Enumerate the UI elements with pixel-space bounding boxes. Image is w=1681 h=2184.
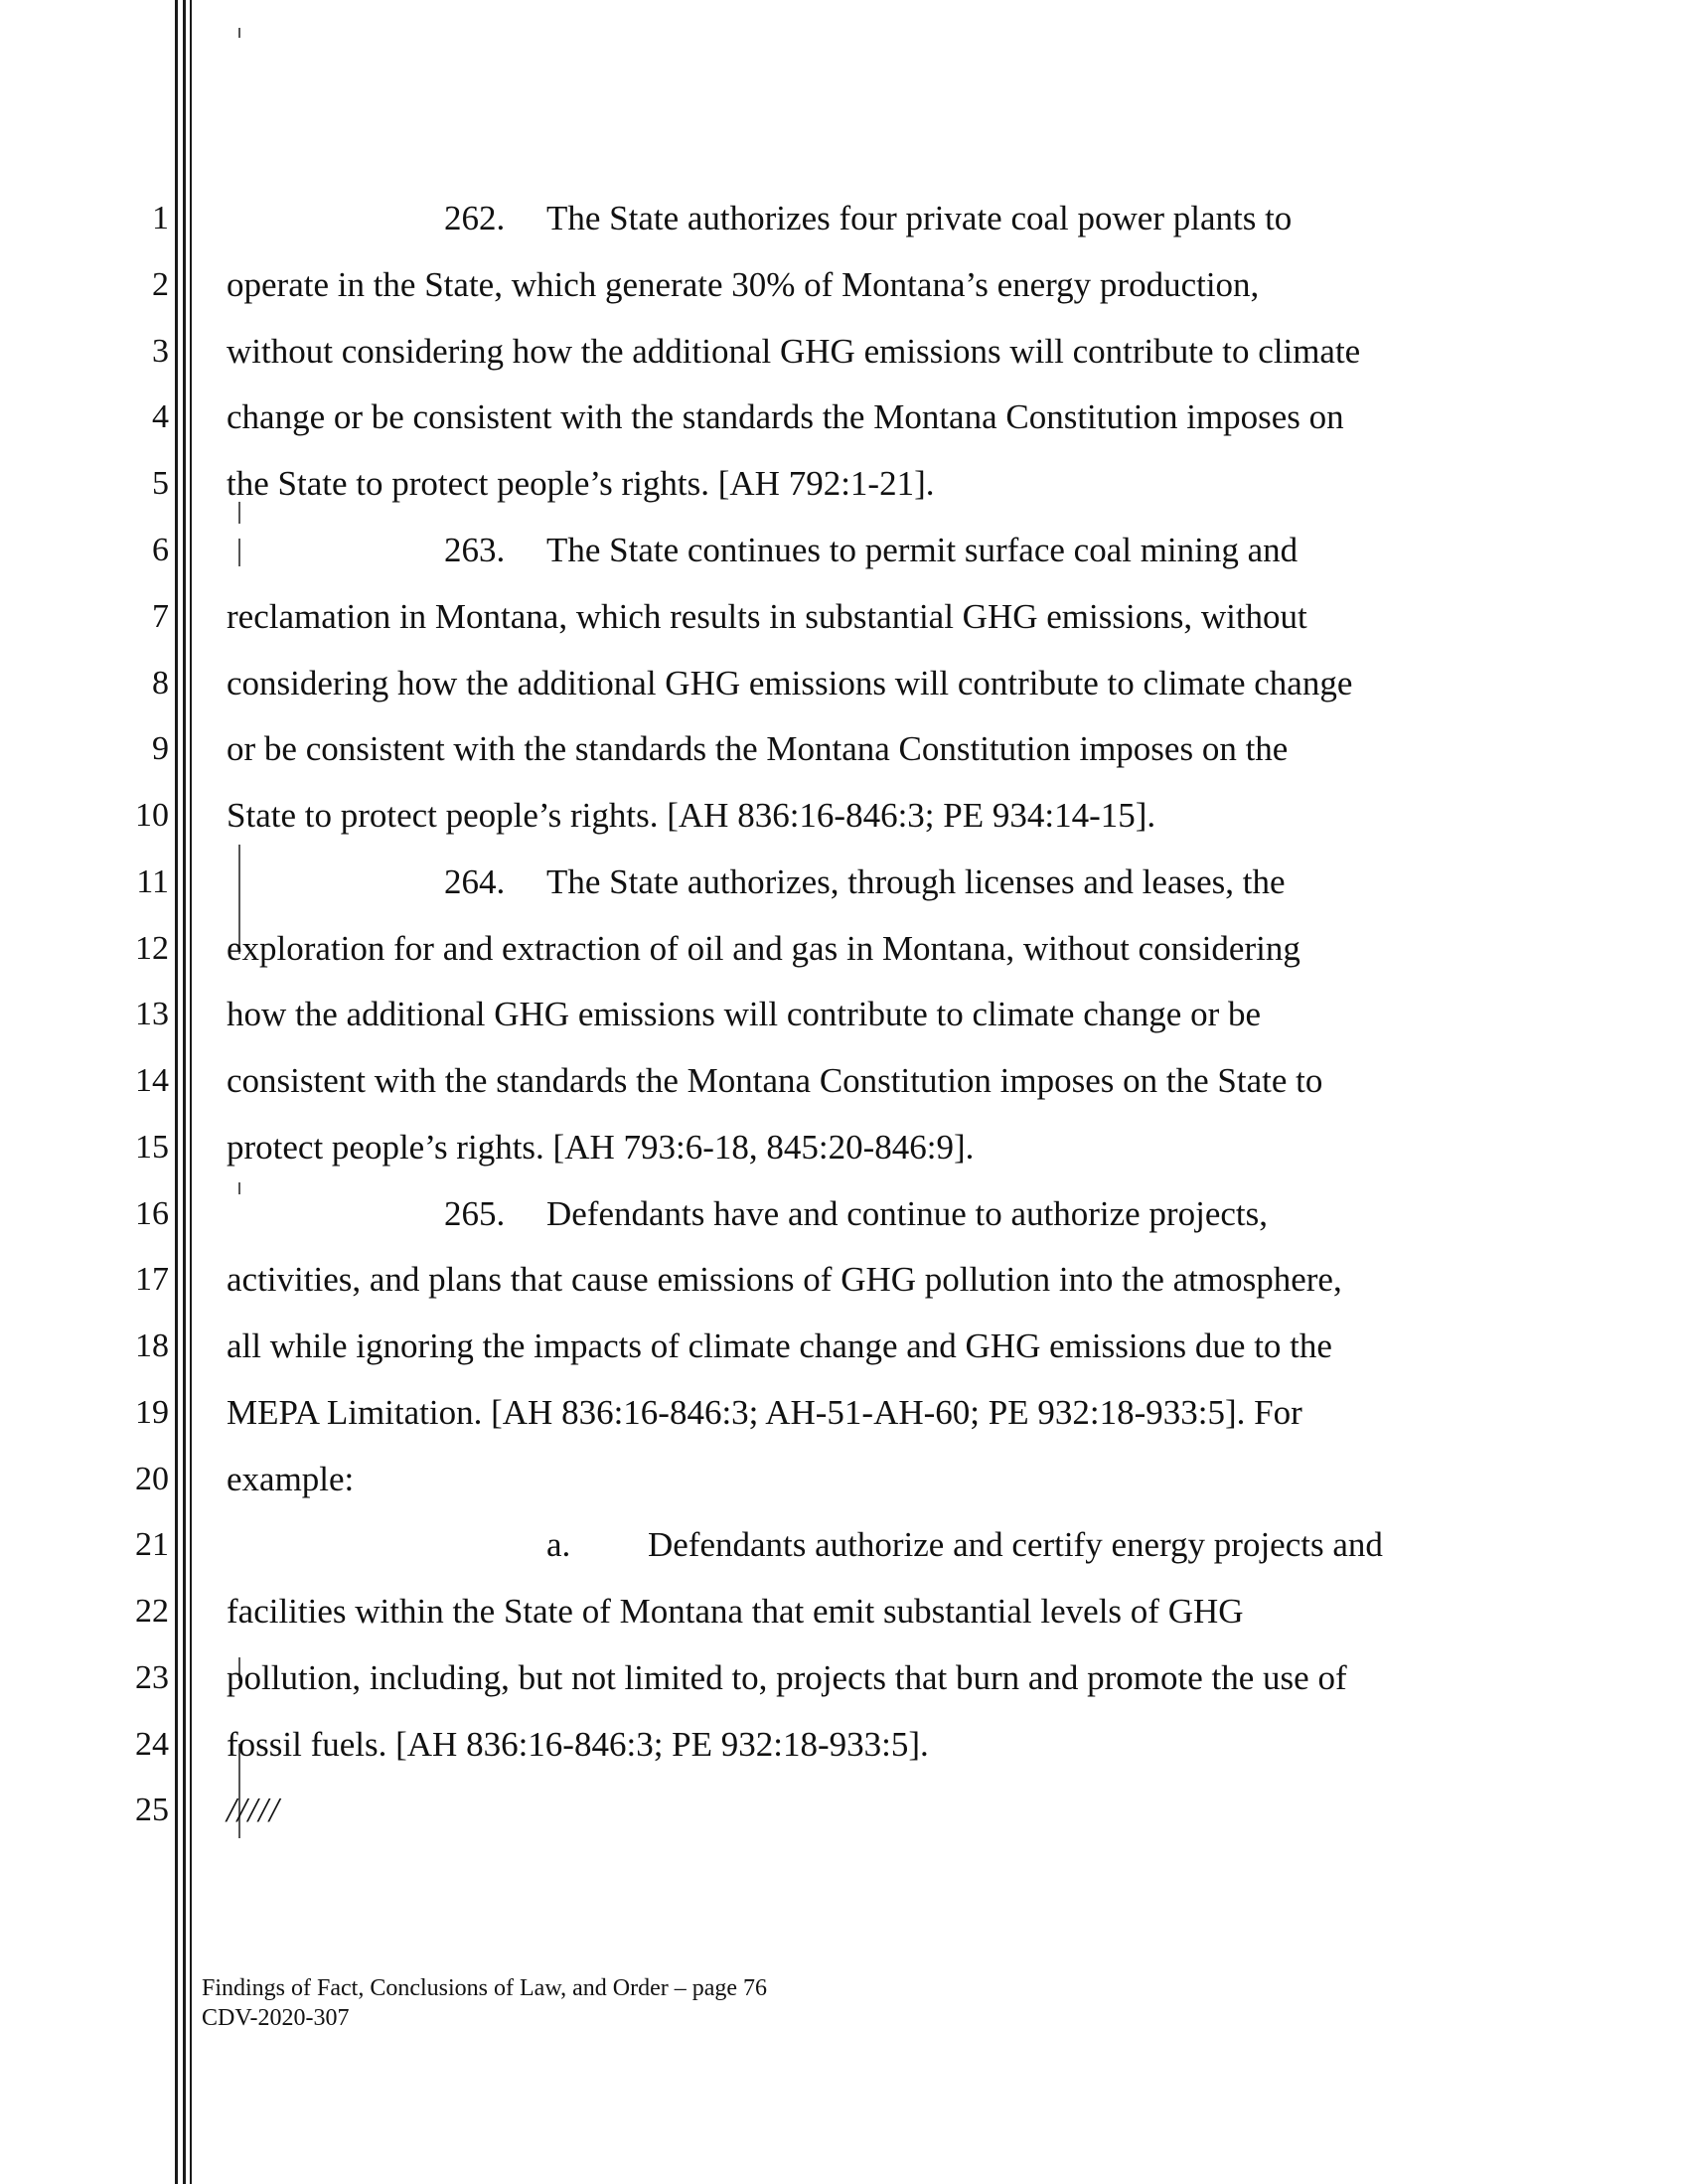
footer-title: Findings of Fact, Conclusions of Law, and Order – page 76	[202, 1975, 768, 2001]
paragraph-line: MEPA Limitation. [AH 836:16-846:3; AH-51-AH-60; PE 932:18-933:5]. For	[227, 1393, 1302, 1432]
scan-speck	[238, 539, 240, 566]
line-number: 24	[135, 1726, 169, 1763]
subparagraph-letter: a.	[546, 1525, 571, 1564]
paragraph-line: facilities within the State of Montana that emit substantial levels of GHG	[227, 1592, 1244, 1631]
continuation-mark: /////	[227, 1791, 280, 1829]
paragraph-line: activities, and plans that cause emissions of GHG pollution into the atmosphere,	[227, 1260, 1342, 1299]
line-number: 5	[152, 465, 169, 502]
paragraph-number: 263.	[444, 531, 506, 569]
line-number: 16	[135, 1195, 169, 1232]
paragraph-line: protect people’s rights. [AH 793:6-18, 845:20-846:9].	[227, 1128, 975, 1167]
paragraph-line: change or be consistent with the standards the Montana Constitution imposes on	[227, 397, 1344, 436]
line-number: 15	[135, 1129, 169, 1166]
line-number: 21	[135, 1526, 169, 1563]
line-number: 7	[152, 598, 169, 635]
paragraph-number: 265.	[444, 1194, 506, 1233]
line-number: 25	[135, 1792, 169, 1828]
line-number: 9	[152, 730, 169, 767]
line-number: 1	[152, 200, 169, 236]
paragraph-line: operate in the State, which generate 30% of Montana’s energy production,	[227, 265, 1260, 304]
paragraph-line: example:	[227, 1460, 355, 1498]
paragraph-line: or be consistent with the standards the Montana Constitution imposes on the	[227, 729, 1289, 768]
margin-rule-outer	[175, 0, 178, 2184]
margin-rule-text	[190, 0, 192, 2184]
line-number: 20	[135, 1461, 169, 1497]
paragraph-line: how the additional GHG emissions will contribute to climate change or be	[227, 995, 1262, 1033]
paragraph-line: consistent with the standards the Montana Constitution imposes on the State to	[227, 1061, 1323, 1100]
paragraph-line: pollution, including, but not limited to, projects that burn and promote the use of	[227, 1658, 1347, 1697]
footer-case-number: CDV-2020-307	[202, 2005, 350, 2031]
margin-rule-inner	[183, 0, 186, 2184]
line-number: 18	[135, 1327, 169, 1364]
paragraph-line: fossil fuels. [AH 836:16-846:3; PE 932:18-933:5].	[227, 1725, 929, 1764]
paragraph-number: 262.	[444, 199, 506, 237]
line-number: 6	[152, 532, 169, 568]
line-number: 12	[135, 930, 169, 967]
line-number: 8	[152, 665, 169, 702]
paragraph-line: considering how the additional GHG emissions will contribute to climate change	[227, 664, 1353, 702]
scan-speck	[238, 1182, 240, 1194]
line-number: 23	[135, 1659, 169, 1696]
line-number: 22	[135, 1593, 169, 1630]
line-number: 10	[135, 797, 169, 834]
line-number: 13	[135, 996, 169, 1032]
scan-speck	[238, 28, 240, 38]
line-number: 19	[135, 1394, 169, 1431]
paragraph-line: without considering how the additional GHG emissions will contribute to climate	[227, 332, 1361, 371]
paragraph-number: 264.	[444, 862, 506, 901]
paragraph-line: the State to protect people’s rights. [AH 792:1-21].	[227, 464, 935, 503]
paragraph-line: Defendants authorize and certify energy projects and	[648, 1525, 1383, 1564]
line-number: 14	[135, 1062, 169, 1099]
line-number: 3	[152, 333, 169, 370]
paragraph-line: State to protect people’s rights. [AH 836:16-846:3; PE 934:14-15].	[227, 796, 1156, 835]
paragraph-line: exploration for and extraction of oil and gas in Montana, without considering	[227, 929, 1300, 968]
line-number: 17	[135, 1261, 169, 1298]
paragraph-line: Defendants have and continue to authorize projects,	[546, 1194, 1268, 1233]
scan-speck	[238, 502, 240, 524]
paragraph-line: The State continues to permit surface coal mining and	[546, 531, 1299, 569]
paragraph-line: reclamation in Montana, which results in substantial GHG emissions, without	[227, 597, 1307, 636]
line-number: 2	[152, 266, 169, 303]
paragraph-line: The State authorizes four private coal power plants to	[546, 199, 1293, 237]
line-number: 4	[152, 398, 169, 435]
paragraph-line: The State authorizes, through licenses and leases, the	[546, 862, 1286, 901]
paragraph-line: all while ignoring the impacts of climate change and GHG emissions due to the	[227, 1326, 1332, 1365]
line-number: 11	[136, 863, 169, 900]
